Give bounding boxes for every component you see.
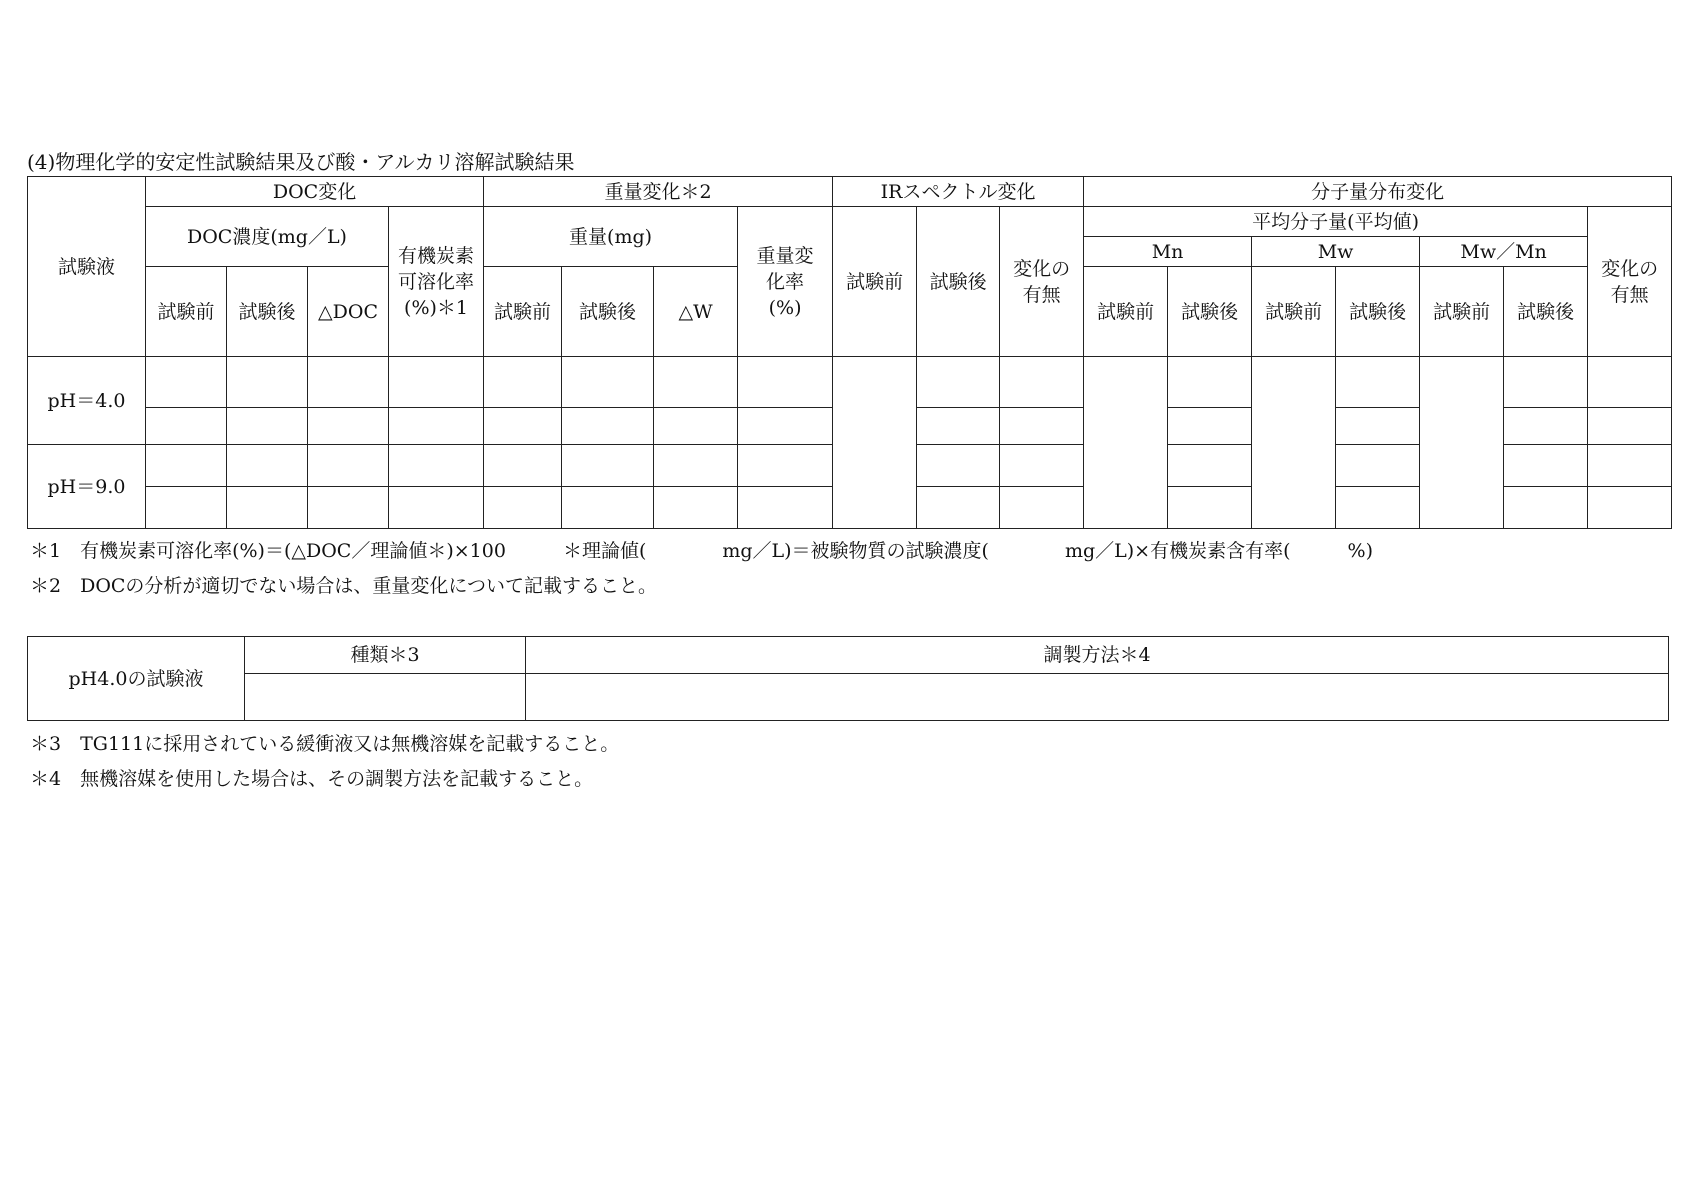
header-doc-conc: DOC濃度(mg／L): [146, 207, 389, 267]
header-method: 調製方法＊4: [526, 637, 1669, 674]
input-cell[interactable]: [562, 408, 654, 445]
input-cell[interactable]: [227, 357, 308, 408]
input-cell[interactable]: [1168, 357, 1252, 408]
header-weight-change: 重量変化＊2: [484, 177, 833, 207]
input-cell[interactable]: [562, 445, 654, 487]
header-ir-change: IRスペクトル変化: [833, 177, 1084, 207]
row-label-ph4: pH＝4.0: [28, 357, 146, 445]
input-cell[interactable]: [227, 408, 308, 445]
header-weight: 重量(mg): [484, 207, 738, 267]
input-cell[interactable]: [1000, 445, 1084, 487]
header-delta-w: △W: [654, 267, 738, 357]
input-cell[interactable]: [146, 487, 227, 529]
footnote-2: ＊2 DOCの分析が適切でない場合は、重量変化について記載すること。: [30, 575, 658, 597]
input-cell[interactable]: [1588, 487, 1672, 529]
footnote-3: ＊3 TG111に採用されている緩衝液又は無機溶媒を記載すること。: [30, 733, 620, 755]
header-mw-mn: Mw／Mn: [1420, 237, 1588, 267]
input-cell[interactable]: [917, 357, 1000, 408]
input-cell[interactable]: [1336, 487, 1420, 529]
input-cell[interactable]: [562, 487, 654, 529]
buffer-table: [27, 636, 1669, 721]
header-weight-after: 試験後: [562, 267, 654, 357]
header-delta-doc: △DOC: [308, 267, 389, 357]
input-cell[interactable]: [917, 408, 1000, 445]
input-cell[interactable]: [1336, 357, 1420, 408]
footnote-4: ＊4 無機溶媒を使用した場合は、その調製方法を記載すること。: [30, 768, 594, 790]
input-cell[interactable]: [917, 445, 1000, 487]
header-doc-after: 試験後: [227, 267, 308, 357]
input-cell[interactable]: [1504, 487, 1588, 529]
input-cell[interactable]: [484, 487, 562, 529]
input-cell[interactable]: [562, 357, 654, 408]
header-mn: Mn: [1084, 237, 1252, 267]
input-cell[interactable]: [833, 357, 917, 529]
input-cell[interactable]: [308, 445, 389, 487]
header-ir-change-exist: 変化の 有無: [1000, 207, 1084, 357]
header-mwmn-after: 試験後: [1504, 267, 1588, 357]
header-weight-before: 試験前: [484, 267, 562, 357]
input-cell[interactable]: [146, 408, 227, 445]
header-mwmn-before: 試験前: [1420, 267, 1504, 357]
header-mn-before: 試験前: [1084, 267, 1168, 357]
input-cell[interactable]: [1588, 357, 1672, 408]
input-cell[interactable]: [1084, 357, 1168, 529]
input-cell[interactable]: [1000, 487, 1084, 529]
header-test-liquid: 試験液: [28, 177, 146, 357]
input-cell[interactable]: [738, 408, 833, 445]
input-cell[interactable]: [654, 408, 738, 445]
input-cell[interactable]: [1588, 408, 1672, 445]
input-cell[interactable]: [389, 445, 484, 487]
input-cell[interactable]: [389, 357, 484, 408]
row-label-ph4-liquid: pH4.0の試験液: [28, 637, 245, 721]
header-avg-mw: 平均分子量(平均値): [1084, 207, 1588, 237]
input-cell[interactable]: [1504, 357, 1588, 408]
input-cell[interactable]: [738, 445, 833, 487]
input-cell[interactable]: [245, 674, 526, 721]
input-cell[interactable]: [917, 487, 1000, 529]
input-cell[interactable]: [654, 357, 738, 408]
header-ir-after: 試験後: [917, 207, 1000, 357]
input-cell[interactable]: [308, 357, 389, 408]
input-cell[interactable]: [1252, 357, 1336, 529]
header-weight-change-rate: 重量変 化率 (%): [738, 207, 833, 357]
input-cell[interactable]: [146, 357, 227, 408]
input-cell[interactable]: [389, 487, 484, 529]
input-cell[interactable]: [1000, 357, 1084, 408]
header-doc-before: 試験前: [146, 267, 227, 357]
header-type: 種類＊3: [245, 637, 526, 674]
input-cell[interactable]: [1504, 445, 1588, 487]
header-mw-distribution: 分子量分布変化: [1084, 177, 1672, 207]
input-cell[interactable]: [654, 445, 738, 487]
input-cell[interactable]: [308, 487, 389, 529]
input-cell[interactable]: [308, 408, 389, 445]
input-cell[interactable]: [654, 487, 738, 529]
row-label-ph9: pH＝9.0: [28, 445, 146, 529]
input-cell[interactable]: [1000, 408, 1084, 445]
input-cell[interactable]: [1504, 408, 1588, 445]
input-cell[interactable]: [1336, 408, 1420, 445]
input-cell[interactable]: [1168, 487, 1252, 529]
input-cell[interactable]: [526, 674, 1669, 721]
header-mw-after: 試験後: [1336, 267, 1420, 357]
header-mn-after: 試験後: [1168, 267, 1252, 357]
input-cell[interactable]: [738, 357, 833, 408]
input-cell[interactable]: [1168, 445, 1252, 487]
header-mw-before: 試験前: [1252, 267, 1336, 357]
header-mw-change-exist: 変化の 有無: [1588, 207, 1672, 357]
input-cell[interactable]: [738, 487, 833, 529]
header-ir-before: 試験前: [833, 207, 917, 357]
input-cell[interactable]: [227, 445, 308, 487]
input-cell[interactable]: [484, 445, 562, 487]
section-title: (4)物理化学的安定性試験結果及び酸・アルカリ溶解試験結果: [27, 150, 575, 174]
header-mw: Mw: [1252, 237, 1420, 267]
footnote-1: ＊1 有機炭素可溶化率(%)＝(△DOC／理論値＊)×100 ＊理論値( mg／L)＝被験物質の試験濃度( mg／L)×有機炭素含有率( %): [30, 540, 1373, 562]
input-cell[interactable]: [1588, 445, 1672, 487]
input-cell[interactable]: [146, 445, 227, 487]
input-cell[interactable]: [1168, 408, 1252, 445]
input-cell[interactable]: [484, 357, 562, 408]
input-cell[interactable]: [227, 487, 308, 529]
stability-results-table: [27, 176, 1672, 529]
input-cell[interactable]: [1420, 357, 1504, 529]
header-organic-carbon-rate: 有機炭素 可溶化率 (%)＊1: [389, 207, 484, 357]
input-cell[interactable]: [1336, 445, 1420, 487]
input-cell[interactable]: [484, 408, 562, 445]
header-doc-change: DOC変化: [146, 177, 484, 207]
input-cell[interactable]: [389, 408, 484, 445]
